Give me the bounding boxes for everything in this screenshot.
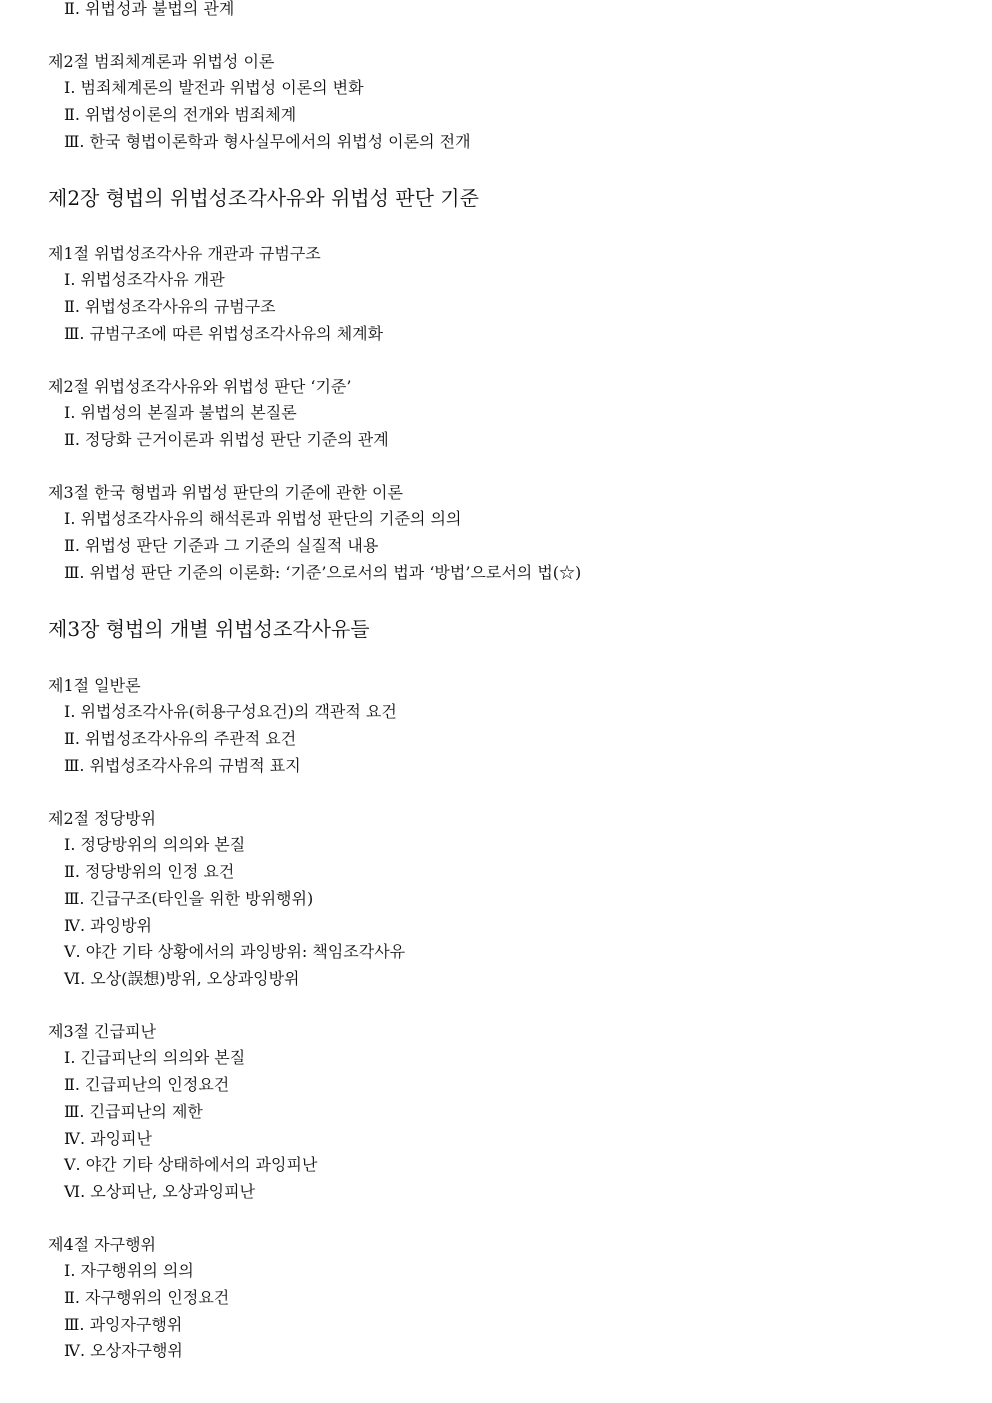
toc-item: Ⅰ. 범죄체계론의 발전과 위법성 이론의 변화 <box>64 78 364 97</box>
toc-item: Ⅴ. 야간 기타 상황에서의 과잉방위: 책임조각사유 <box>64 942 406 961</box>
toc-item: Ⅲ. 긴급피난의 제한 <box>64 1102 203 1121</box>
toc-item: Ⅰ. 위법성조각사유의 해석론과 위법성 판단의 기준의 의의 <box>64 509 462 528</box>
toc-item: Ⅳ. 과잉방위 <box>64 916 152 935</box>
section-heading-4-self-help: 제4절 자구행위 <box>48 1235 157 1254</box>
toc-item: Ⅱ. 긴급피난의 인정요건 <box>64 1075 230 1094</box>
toc-item: Ⅵ. 오상(誤想)방위, 오상과잉방위 <box>64 969 300 988</box>
toc-item: Ⅲ. 긴급구조(타인을 위한 방위행위) <box>64 889 314 908</box>
toc-item: Ⅰ. 위법성의 본질과 불법의 본질론 <box>64 403 297 422</box>
toc-item: Ⅰ. 정당방위의 의의와 본질 <box>64 835 246 854</box>
toc-item: Ⅱ. 위법성조각사유의 규범구조 <box>64 297 276 316</box>
toc-item: Ⅰ. 자구행위의 의의 <box>64 1261 194 1280</box>
section-heading-2-self-defense: 제2절 정당방위 <box>48 809 157 828</box>
toc-item: Ⅴ. 야간 기타 상태하에서의 과잉피난 <box>64 1155 318 1174</box>
section-heading-1-general: 제1절 일반론 <box>48 676 141 695</box>
toc-item: Ⅲ. 과잉자구행위 <box>64 1315 183 1334</box>
toc-item: Ⅱ. 정당방위의 인정 요건 <box>64 862 235 881</box>
toc-item: Ⅲ. 위법성 판단 기준의 이론화: ‘기준’으로서의 법과 ‘방법’으로서의 법(☆) <box>64 563 582 582</box>
section-heading-3-necessity: 제3절 긴급피난 <box>48 1022 157 1041</box>
toc-item: Ⅲ. 한국 형법이론학과 형사실무에서의 위법성 이론의 전개 <box>64 132 471 151</box>
chapter-heading-2: 제2장 형법의 위법성조각사유와 위법성 판단 기준 <box>48 186 479 210</box>
toc-item: Ⅳ. 오상자구행위 <box>64 1341 183 1360</box>
section-heading-2-crime-system: 제2절 범죄체계론과 위법성 이론 <box>48 52 275 71</box>
section-heading-3-korean-criminal-law: 제3절 한국 형법과 위법성 판단의 기준에 관한 이론 <box>48 483 403 502</box>
chapter-heading-3: 제3장 형법의 개별 위법성조각사유들 <box>48 617 370 641</box>
toc-item: Ⅱ. 자구행위의 인정요건 <box>64 1288 230 1307</box>
toc-item: Ⅱ. 위법성조각사유의 주관적 요건 <box>64 729 297 748</box>
toc-item: Ⅵ. 오상피난, 오상과잉피난 <box>64 1182 255 1201</box>
section-heading-2-criteria: 제2절 위법성조각사유와 위법성 판단 ‘기준’ <box>48 377 352 396</box>
toc-item: Ⅰ. 위법성조각사유 개관 <box>64 270 225 289</box>
toc-item: Ⅰ. 위법성조각사유(허용구성요건)의 객관적 요건 <box>64 702 397 721</box>
toc-item: Ⅲ. 규범구조에 따른 위법성조각사유의 체계화 <box>64 324 384 343</box>
section-heading-1-overview: 제1절 위법성조각사유 개관과 규범구조 <box>48 244 321 263</box>
toc-item: Ⅲ. 위법성조각사유의 규범적 표지 <box>64 756 301 775</box>
toc-item: Ⅱ. 위법성 판단 기준과 그 기준의 실질적 내용 <box>64 536 379 555</box>
toc-item-relation-illegality-wrongfulness: Ⅱ. 위법성과 불법의 관계 <box>64 0 235 18</box>
toc-item: Ⅰ. 긴급피난의 의의와 본질 <box>64 1048 246 1067</box>
toc-item: Ⅱ. 정당화 근거이론과 위법성 판단 기준의 관계 <box>64 430 389 449</box>
toc-item: Ⅳ. 과잉피난 <box>64 1129 152 1148</box>
toc-item: Ⅱ. 위법성이론의 전개와 범죄체계 <box>64 105 297 124</box>
